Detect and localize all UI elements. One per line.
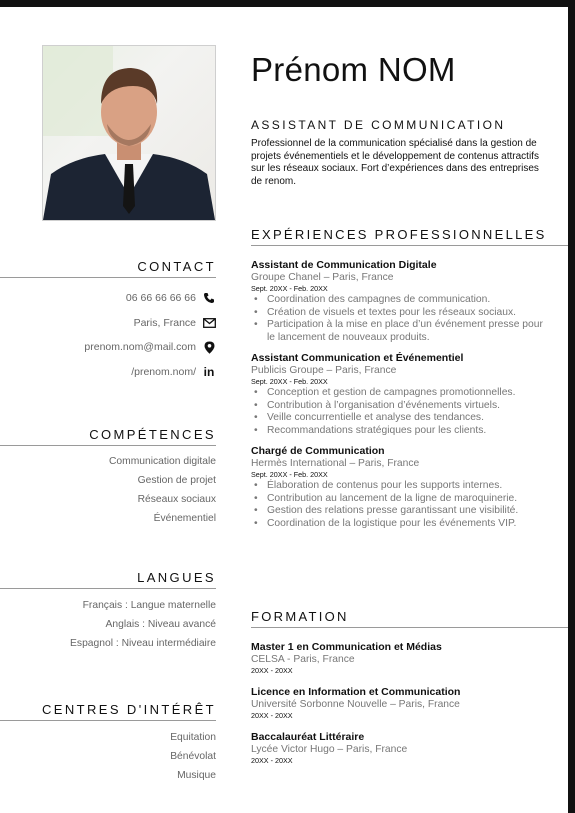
school-name: CELSA - Paris, France <box>251 654 355 665</box>
job-bullet: • Coordination des campagnes de communication. <box>267 294 551 307</box>
skill-item: Gestion de projet <box>137 475 216 486</box>
education-title: FORMATION <box>251 609 568 628</box>
interests-title: CENTRES D'INTÉRÊT <box>0 702 216 721</box>
job-bullet: • Élaboration de contenus pour les supports internes. <box>267 480 551 493</box>
full-name: Prénom NOM <box>251 51 456 88</box>
job-bullet: • Création de visuels et textes pour les réseaux sociaux. <box>267 307 551 320</box>
education-entry <box>251 731 551 766</box>
contact-title: CONTACT <box>0 259 216 278</box>
job-role: Assistant de Communication Digitale <box>251 259 437 271</box>
job-bullets <box>251 387 551 437</box>
job-bullet: • Veille concurrentielle et analyse des tendances. <box>267 412 551 425</box>
job-dates: Sept. 20XX - Feb. 20XX <box>251 470 328 479</box>
interest-item: Bénévolat <box>170 751 216 762</box>
language-item: Français : Langue maternelle <box>82 600 216 611</box>
job-bullets <box>251 294 551 344</box>
job-headline: ASSISTANT DE COMMUNICATION <box>251 118 506 132</box>
job-bullet: • Participation à la mise en place d’un événement presse pour le lancement de nouveaux produits. <box>267 319 551 344</box>
job-bullet: • Coordination de la logistique pour les événements VIP. <box>267 518 551 531</box>
contact-city <box>0 311 216 336</box>
school-name: Université Sorbonne Nouvelle – Paris, France <box>251 699 460 710</box>
job-role: Assistant Communication et Événementiel <box>251 352 464 364</box>
portrait-illustration <box>43 46 215 220</box>
job-role: Chargé de Communication <box>251 445 385 457</box>
education-dates: 20XX - 20XX <box>251 756 293 765</box>
contact-section <box>0 259 216 384</box>
contact-phone <box>0 286 216 311</box>
header-block <box>251 51 551 89</box>
job-entry <box>251 259 551 344</box>
contact-city-text: Paris, France <box>133 316 196 329</box>
job-bullet: • Contribution à l’organisation d’événements virtuels. <box>267 400 551 413</box>
languages-title: LANGUES <box>0 570 216 589</box>
education-section <box>251 609 551 766</box>
envelope-icon <box>202 316 216 330</box>
skills-section <box>0 427 216 528</box>
interests-section <box>0 702 216 785</box>
phone-icon <box>202 291 216 305</box>
job-bullet: • Contribution au lancement de la ligne de maroquinerie. <box>267 493 551 506</box>
job-dates: Sept. 20XX - Feb. 20XX <box>251 284 328 293</box>
job-bullet: • Gestion des relations presse garantissant une visibilité. <box>267 505 551 518</box>
language-item: Anglais : Niveau avancé <box>105 619 216 630</box>
location-pin-icon <box>202 340 216 354</box>
headline-block <box>251 118 551 188</box>
profile-summary: Professionnel de la communication spécialisé dans la gestion de projets événementiels et le développement de contenus attractifs sur les réseaux sociaux. Fort d’expériences dans des entreprises de renom. <box>251 138 539 187</box>
job-bullet: • Recommandations stratégiques pour les clients. <box>267 425 551 438</box>
school-name: Lycée Victor Hugo – Paris, France <box>251 744 408 755</box>
skills-title: COMPÉTENCES <box>0 427 216 446</box>
degree-title: Licence en Information et Communication <box>251 686 461 698</box>
contact-linkedin[interactable] <box>0 360 216 385</box>
education-entry <box>251 686 551 721</box>
skill-item: Événementiel <box>153 513 216 524</box>
degree-title: Baccalauréat Littéraire <box>251 731 365 743</box>
job-entry <box>251 352 551 437</box>
education-dates: 20XX - 20XX <box>251 666 293 675</box>
experience-section <box>251 227 551 530</box>
contact-email[interactable] <box>0 335 216 360</box>
job-company: Hermès International – Paris, France <box>251 458 420 469</box>
language-item: Espagnol : Niveau intermédiaire <box>70 638 216 649</box>
job-company: Publicis Groupe – Paris, France <box>251 365 397 376</box>
degree-title: Master 1 en Communication et Médias <box>251 641 442 653</box>
education-entry <box>251 641 551 676</box>
languages-section <box>0 570 216 653</box>
experience-title: EXPÉRIENCES PROFESSIONNELLES <box>251 227 568 246</box>
resume-page <box>0 7 568 813</box>
interest-item: Musique <box>177 770 216 781</box>
profile-photo <box>42 45 216 221</box>
contact-email-text[interactable]: prenom.nom@mail.com <box>84 341 196 354</box>
job-company: Groupe Chanel – Paris, France <box>251 272 394 283</box>
contact-phone-text: 06 66 66 66 66 <box>125 292 196 305</box>
job-bullets <box>251 480 551 530</box>
skill-item: Réseaux sociaux <box>137 494 216 505</box>
contact-linkedin-text[interactable]: /prenom.nom/ <box>131 365 196 378</box>
education-dates: 20XX - 20XX <box>251 711 293 720</box>
linkedin-icon: in <box>203 364 215 379</box>
job-entry <box>251 445 551 530</box>
job-bullet: • Conception et gestion de campagnes promotionnelles. <box>267 387 551 400</box>
job-dates: Sept. 20XX - Feb. 20XX <box>251 377 328 386</box>
skill-item: Communication digitale <box>108 456 216 467</box>
interest-item: Equitation <box>170 732 216 743</box>
